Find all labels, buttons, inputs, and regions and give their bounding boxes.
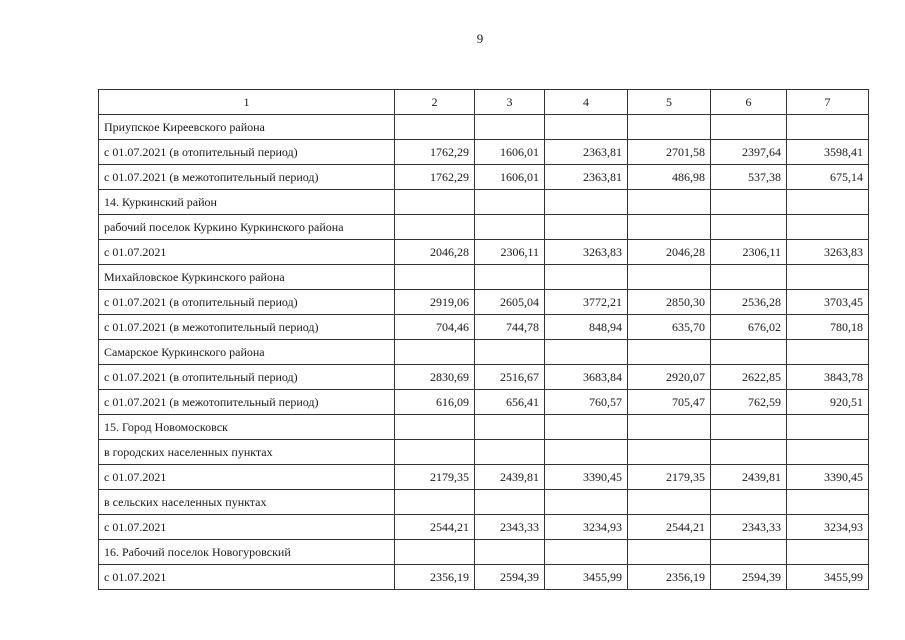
tariff-value-cell bbox=[475, 215, 545, 240]
tariff-value-cell: 2536,28 bbox=[711, 290, 787, 315]
tariff-value-cell bbox=[711, 265, 787, 290]
column-header: 5 bbox=[628, 90, 711, 115]
tariff-value-cell: 2179,35 bbox=[395, 465, 475, 490]
tariff-value-cell: 3683,84 bbox=[545, 365, 628, 390]
row-label: в сельских населенных пунктах bbox=[99, 490, 395, 515]
column-header: 3 bbox=[475, 90, 545, 115]
tariff-value-cell bbox=[628, 490, 711, 515]
row-label: 16. Рабочий поселок Новогуровский bbox=[99, 540, 395, 565]
tariff-value-cell bbox=[545, 540, 628, 565]
tariff-value-cell bbox=[475, 540, 545, 565]
tariff-value-cell: 2920,07 bbox=[628, 365, 711, 390]
table-row bbox=[99, 340, 869, 365]
tariff-value-cell bbox=[628, 115, 711, 140]
tariff-value-cell: 848,94 bbox=[545, 315, 628, 340]
tariff-table-body bbox=[99, 90, 869, 590]
tariff-value-cell: 3843,78 bbox=[787, 365, 869, 390]
tariff-value-cell: 2306,11 bbox=[475, 240, 545, 265]
tariff-value-cell: 2605,04 bbox=[475, 290, 545, 315]
tariff-value-cell: 537,38 bbox=[711, 165, 787, 190]
tariff-value-cell bbox=[475, 115, 545, 140]
row-label: с 01.07.2021 bbox=[99, 240, 395, 265]
page-number: 9 bbox=[476, 31, 484, 46]
tariff-value-cell: 3234,93 bbox=[787, 515, 869, 540]
tariff-value-cell: 3772,21 bbox=[545, 290, 628, 315]
tariff-value-cell bbox=[711, 490, 787, 515]
row-label: Приупское Киреевского района bbox=[99, 115, 395, 140]
tariff-value-cell: 676,02 bbox=[711, 315, 787, 340]
tariff-value-cell bbox=[545, 415, 628, 440]
row-label: с 01.07.2021 bbox=[99, 465, 395, 490]
tariff-value-cell bbox=[395, 340, 475, 365]
tariff-value-cell: 2356,19 bbox=[395, 565, 475, 590]
tariff-value-cell bbox=[545, 115, 628, 140]
tariff-value-cell: 3455,99 bbox=[545, 565, 628, 590]
table-row bbox=[99, 190, 869, 215]
tariff-value-cell: 3703,45 bbox=[787, 290, 869, 315]
tariff-value-cell: 2622,85 bbox=[711, 365, 787, 390]
tariff-value-cell: 3598,41 bbox=[787, 140, 869, 165]
tariff-value-cell bbox=[395, 215, 475, 240]
row-label: в городских населенных пунктах bbox=[99, 440, 395, 465]
tariff-value-cell bbox=[787, 440, 869, 465]
table-row bbox=[99, 165, 869, 190]
tariff-value-cell bbox=[475, 490, 545, 515]
tariff-value-cell: 3263,83 bbox=[545, 240, 628, 265]
tariff-value-cell bbox=[711, 340, 787, 365]
tariff-value-cell bbox=[628, 440, 711, 465]
table-row bbox=[99, 240, 869, 265]
table-row bbox=[99, 315, 869, 340]
tariff-value-cell: 762,59 bbox=[711, 390, 787, 415]
tariff-value-cell: 780,18 bbox=[787, 315, 869, 340]
tariff-value-cell bbox=[395, 490, 475, 515]
table-row bbox=[99, 290, 869, 315]
tariff-value-cell bbox=[395, 440, 475, 465]
row-label: с 01.07.2021 (в межотопительный период) bbox=[99, 165, 395, 190]
tariff-value-cell: 1606,01 bbox=[475, 165, 545, 190]
row-label: с 01.07.2021 bbox=[99, 565, 395, 590]
tariff-value-cell: 3390,45 bbox=[787, 465, 869, 490]
tariff-value-cell: 2397,64 bbox=[711, 140, 787, 165]
tariff-value-cell bbox=[711, 540, 787, 565]
tariff-value-cell: 2850,30 bbox=[628, 290, 711, 315]
table-row bbox=[99, 440, 869, 465]
row-label: 15. Город Новомосковск bbox=[99, 415, 395, 440]
tariff-value-cell bbox=[628, 540, 711, 565]
tariff-value-cell bbox=[545, 215, 628, 240]
tariff-value-cell: 2356,19 bbox=[628, 565, 711, 590]
tariff-value-cell: 1762,29 bbox=[395, 140, 475, 165]
tariff-value-cell: 760,57 bbox=[545, 390, 628, 415]
tariff-value-cell: 2830,69 bbox=[395, 365, 475, 390]
tariff-table bbox=[98, 89, 869, 590]
tariff-value-cell: 704,46 bbox=[395, 315, 475, 340]
tariff-value-cell: 2179,35 bbox=[628, 465, 711, 490]
table-row bbox=[99, 115, 869, 140]
tariff-value-cell: 635,70 bbox=[628, 315, 711, 340]
table-row bbox=[99, 490, 869, 515]
tariff-value-cell: 2363,81 bbox=[545, 140, 628, 165]
tariff-value-cell: 486,98 bbox=[628, 165, 711, 190]
tariff-value-cell: 2701,58 bbox=[628, 140, 711, 165]
column-header: 7 bbox=[787, 90, 869, 115]
tariff-value-cell bbox=[475, 190, 545, 215]
tariff-value-cell bbox=[628, 340, 711, 365]
tariff-value-cell bbox=[787, 540, 869, 565]
tariff-value-cell bbox=[628, 415, 711, 440]
tariff-value-cell: 616,09 bbox=[395, 390, 475, 415]
tariff-value-cell bbox=[475, 440, 545, 465]
table-row bbox=[99, 215, 869, 240]
tariff-value-cell bbox=[787, 115, 869, 140]
row-label: с 01.07.2021 (в межотопительный период) bbox=[99, 390, 395, 415]
tariff-value-cell bbox=[545, 490, 628, 515]
tariff-value-cell: 3455,99 bbox=[787, 565, 869, 590]
tariff-value-cell bbox=[395, 190, 475, 215]
tariff-value-cell bbox=[545, 265, 628, 290]
tariff-value-cell: 2306,11 bbox=[711, 240, 787, 265]
tariff-value-cell: 2516,67 bbox=[475, 365, 545, 390]
row-label: с 01.07.2021 (в отопительный период) bbox=[99, 140, 395, 165]
row-label: с 01.07.2021 (в отопительный период) bbox=[99, 365, 395, 390]
tariff-value-cell: 920,51 bbox=[787, 390, 869, 415]
row-label: с 01.07.2021 (в межотопительный период) bbox=[99, 315, 395, 340]
tariff-value-cell: 2594,39 bbox=[475, 565, 545, 590]
row-label: Самарское Куркинского района bbox=[99, 340, 395, 365]
tariff-value-cell bbox=[787, 215, 869, 240]
table-row bbox=[99, 565, 869, 590]
tariff-value-cell: 2363,81 bbox=[545, 165, 628, 190]
column-header: 1 bbox=[99, 90, 395, 115]
tariff-value-cell: 3263,83 bbox=[787, 240, 869, 265]
tariff-value-cell bbox=[395, 540, 475, 565]
tariff-value-cell: 3390,45 bbox=[545, 465, 628, 490]
column-header: 4 bbox=[545, 90, 628, 115]
tariff-value-cell bbox=[628, 190, 711, 215]
table-row bbox=[99, 540, 869, 565]
column-header: 2 bbox=[395, 90, 475, 115]
tariff-value-cell: 1762,29 bbox=[395, 165, 475, 190]
row-label: с 01.07.2021 (в отопительный период) bbox=[99, 290, 395, 315]
table-row bbox=[99, 390, 869, 415]
tariff-value-cell: 2594,39 bbox=[711, 565, 787, 590]
table-row bbox=[99, 415, 869, 440]
tariff-value-cell bbox=[711, 215, 787, 240]
tariff-value-cell bbox=[545, 340, 628, 365]
tariff-value-cell bbox=[787, 490, 869, 515]
tariff-value-cell: 2343,33 bbox=[475, 515, 545, 540]
tariff-value-cell: 656,41 bbox=[475, 390, 545, 415]
column-header: 6 bbox=[711, 90, 787, 115]
tariff-value-cell: 705,47 bbox=[628, 390, 711, 415]
tariff-value-cell: 2343,33 bbox=[711, 515, 787, 540]
tariff-value-cell bbox=[711, 440, 787, 465]
tariff-value-cell bbox=[628, 265, 711, 290]
tariff-value-cell bbox=[787, 340, 869, 365]
row-label: рабочий поселок Куркино Куркинского района bbox=[99, 215, 395, 240]
table-row bbox=[99, 515, 869, 540]
tariff-value-cell: 2919,06 bbox=[395, 290, 475, 315]
tariff-value-cell bbox=[475, 415, 545, 440]
tariff-value-cell: 2439,81 bbox=[475, 465, 545, 490]
tariff-value-cell bbox=[711, 115, 787, 140]
tariff-value-cell bbox=[395, 115, 475, 140]
tariff-value-cell: 2544,21 bbox=[395, 515, 475, 540]
row-label: с 01.07.2021 bbox=[99, 515, 395, 540]
tariff-value-cell: 744,78 bbox=[475, 315, 545, 340]
tariff-value-cell: 2046,28 bbox=[395, 240, 475, 265]
tariff-value-cell bbox=[395, 265, 475, 290]
tariff-value-cell: 3234,93 bbox=[545, 515, 628, 540]
tariff-value-cell bbox=[711, 415, 787, 440]
row-label: Михайловское Куркинского района bbox=[99, 265, 395, 290]
tariff-value-cell bbox=[545, 440, 628, 465]
tariff-value-cell bbox=[787, 415, 869, 440]
row-label: 14. Куркинский район bbox=[99, 190, 395, 215]
tariff-value-cell bbox=[711, 190, 787, 215]
tariff-value-cell bbox=[475, 265, 545, 290]
header-row bbox=[99, 90, 869, 115]
tariff-value-cell bbox=[787, 190, 869, 215]
tariff-value-cell bbox=[545, 190, 628, 215]
tariff-value-cell: 2439,81 bbox=[711, 465, 787, 490]
tariff-value-cell bbox=[628, 215, 711, 240]
table-row bbox=[99, 265, 869, 290]
tariff-value-cell: 1606,01 bbox=[475, 140, 545, 165]
tariff-value-cell: 2046,28 bbox=[628, 240, 711, 265]
tariff-value-cell: 675,14 bbox=[787, 165, 869, 190]
tariff-value-cell bbox=[395, 415, 475, 440]
table-row bbox=[99, 365, 869, 390]
tariff-value-cell bbox=[475, 340, 545, 365]
tariff-value-cell bbox=[787, 265, 869, 290]
tariff-value-cell: 2544,21 bbox=[628, 515, 711, 540]
table-row bbox=[99, 465, 869, 490]
table-row bbox=[99, 140, 869, 165]
